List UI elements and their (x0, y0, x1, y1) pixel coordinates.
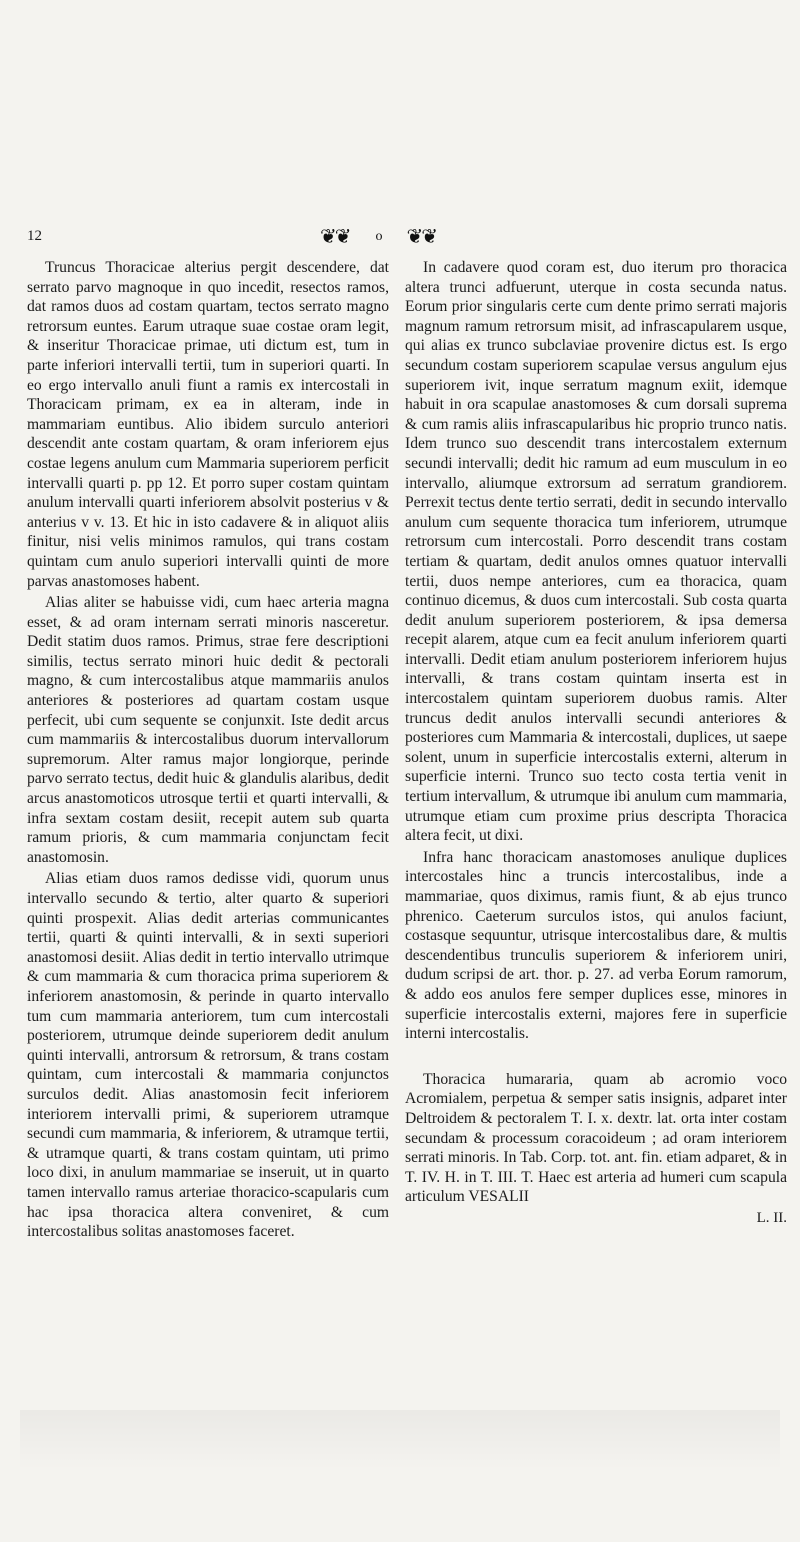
ornament-right-icon: ❦❦ (406, 226, 437, 248)
right-column (405, 258, 787, 1229)
left-paragraph-3: Alias etiam duos ramos dedisse vidi, quorum unus intervallo secundo & tertio, alter quarto & superiori quinti prospexit. Alias dedit arterias communicantes tertii, quarti & quinti intervalli, & in sexti superiori anastomosi desiit. Alias dedit in tertio intervallo utrimque & cum mammaria & cum thoracica prima superiorem & inferiorem anastomosin, & perinde in quarto intervallo tum cum mammaria anteriorem, tum cum intercostali posteriorem, utrumque deinde superiorem dedit anulum quinti intervalli, antrorsum & retrorsum, & trans costam quintam, cum intercostali & mammaria conjunctos surculos dedit. Alias anastomosin fecit inferiorem interiorem intervalli primi, & superiorem utramque secundi cum mammaria, & inferiorem, & utramque tertii, & utramque quarti, & trans costam quintam, uti primo loco dixi, in anulum mammariae se inseruit, ut in quarto tamen intervallo ramus arteriae thoracico-scapularis cum hac ipsa thoracica altera conveniret, & cum intercostalibus solitas anastomoses faceret. (27, 870, 389, 1241)
left-column (27, 258, 389, 1242)
bleed-through-shadow (20, 1410, 780, 1470)
right-paragraph-2: Infra hanc thoracicam anastomoses anulique duplices intercostales hinc a truncis intercostalibus, inde a mammariae, quos diximus, ramis fiunt, & ab ejus trunco phrenico. Caeterum surculos istos, qui anulos faciunt, costasque sequuntur, utrisque intercostalibus dare, & multis descendentibus trunculis superiorem & inferiorem uniri, dudum scripsi de art. thor. p. 27. ad verba Eorum ramorum, & addo eos anulos fere semper duplices esse, minores in superficie intercostalis externi, majores fere in superficie interni intercostalis. (405, 848, 787, 1043)
ornament-left-icon: ❦❦ (320, 226, 350, 248)
ornament-mid-icon: o (375, 228, 381, 244)
header-ornaments (320, 224, 436, 249)
right-paragraph-1: In cadavere quod coram est, duo iterum pro thoracica altera trunci adfuerunt, uterque in costa secunda natus. Eorum prior singularis certe cum dente primo serrati majoris magnum ramum retrorsum misit, ad infrascapularem usque, qui alias ex trunco subclaviae provenire dictus est. Is ergo secundum costam superiorem scapulae versus angulum ejus superiorem ivit, inque serratum magnum exiit, idemque habuit in ora scapulae anastomoses & cum dorsali suprema & cum ramis aliis infrascapularibus hic proprio trunco natis. Idem trunco suo descendit trans intercostalem externum secundi intervalli; dedit hic ramum ad eum musculum in eo intervallo, aliumque extrorsum ad serratum grandiorem. Perrexit tectus dente tertio serrati, dedit in secundo intervallo anulum cum sequente thoracica tum inferiorem, utrumque retrorsum cum intercostali. Porro descendit trans costam tertiam & quartam, dedit anulos omnes quatuor intervalli tertii, duos nempe anteriores, cum ea thoracica, quam continuo dicemus, & duos cum intercostali. Sub costa quarta dedit anulum superiorem posteriorem, & ipsa demersa recepit alarem, atque cum ea fecit anulum inferiorem quarti intervalli. Dedit etiam anulum posteriorem inferiorem hujus intervalli, & trans costam quintam inserta est in intercostalem quintam superiorem duobus ramis. Alter truncus dedit anulos intervalli secundi anteriores & posteriores cum Mammaria & intercostali, duplices, ut saepe solent, unum in superficie intercostalis externi, alterum in superficie interni. Trunco suo tecto costa tertia venit in tertium intervallum, & utrumque ibi anulum cum mammaria, utrumque etiam cum proxime prius descripta Thoracica altera fecit, ut dixi. (405, 259, 787, 845)
left-paragraph-2: Alias aliter se habuisse vidi, cum haec arteria magna esset, & ad oram internam serrati minoris nasceretur. Dedit statim duos ramos. Primus, strae fere descriptioni similis, tectus serrato minori huic dedit & pectorali magno, & cum intercostalibus atque mammariis anulos anteriores & posteriores ad quartam costam usque perfecit, ubi cum sequente se conjunxit. Iste dedit arcus cum mammariis & intercostalibus duorum intervallorum supremorum. Alter ramus major longiorque, perinde parvo serrato tectus, dedit huic & glandulis alaribus, dedit arcus anastomoticos utrosque tertii et quarti intervalli, & infra sextam costam desiit, recepit autem sub quarta ramum prioris, & cum mammaria conjunctam fecit anastomosin. (27, 594, 389, 866)
page-number: 12 (27, 228, 42, 244)
page-header (0, 222, 800, 252)
catchword: L. II. (756, 1209, 787, 1226)
right-paragraph-3: Thoracica humararia, quam ab acromio voco Acromialem, perpetua & semper satis insignis, adparet inter Deltroidem & pectoralem T. I. x. dextr. lat. orta inter costam secundam & processum coracoideum ; ad oram interiorem serrati minoris. In Tab. Corp. tot. ant. fin. etiam adparet, & in T. IV. H. in T. III. T. Haec est arteria ad humeri cum scapula articulum VESALII (405, 1070, 787, 1206)
left-paragraph-1: Truncus Thoracicae alterius pergit descendere, dat serrato parvo magnoque in quo incedit, resectos ramos, dat ramos duos ad costam quartam, tectos serrato magno retrorsum euntes. Earum utraque suae costae oram legit, & inseritur Thoracicae primae, uti dictum est, tum in parte inferiori intervalli tertii, tum in superiori quarti. In eo ergo intervallo anuli fiunt a ramis ex intercostali in Thoracicam primam, ex ea in alteram, inde in mammariam euntibus. Alio ibidem surculo anteriori descendit ante costam quartam, & oram inferiorem ejus costae legens anulum cum Mammaria superiorem perficit intervalli quarti p. pp 12. Et porro super costam quintam anulum intervalli quarti inferiorem absolvit posterius v & anterius v v. 13. Et hic in isto cadavere & in aliquot aliis finitur, nisi velis minimos ramulos, qui trans costam quintam cum anulo superiori intervalli quinti de more parvas anastomoses habent. (27, 259, 389, 590)
